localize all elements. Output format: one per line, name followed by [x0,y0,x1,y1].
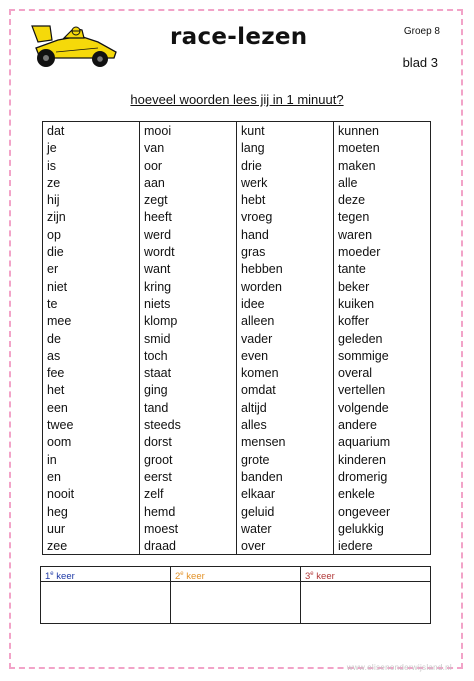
page-title: race-lezen [170,24,308,50]
attempt-word: keer [53,571,75,583]
score-attempt-label [301,567,430,582]
word-item: want [144,262,171,277]
score-entry-cell[interactable] [171,582,300,623]
word-item: over [241,539,266,554]
word-item: aquarium [338,435,391,450]
word-item: oom [47,435,72,450]
word-item: hij [47,193,60,208]
attempt-ordinal: e [50,571,54,577]
word-item: volgende [338,400,389,415]
word-item: staat [144,366,172,381]
word-item: drie [241,158,262,173]
word-item: er [47,262,59,277]
instruction-question: hoeveel woorden lees jij in 1 minuut? [130,92,344,107]
word-item: altijd [241,400,267,415]
word-item: banden [241,469,283,484]
word-item: gelukkig [338,521,384,536]
word-item: idee [241,296,265,311]
word-item: te [47,296,58,311]
score-entry-cell[interactable] [301,582,430,623]
word-item: grote [241,452,270,467]
word-item: maken [338,158,376,173]
word-item: mensen [241,435,286,450]
word-item: alles [241,418,267,433]
word-item: deze [338,193,366,208]
word-item: sommige [338,348,389,363]
word-item: moeten [338,141,380,156]
sheet-label: blad 3 [402,55,438,70]
word-item: draad [144,539,176,554]
word-item: in [47,452,57,467]
word-item: overal [338,366,373,381]
word-item: tante [338,262,366,277]
word-item: kunt [241,124,265,138]
word-table [42,121,431,555]
word-item: dromerig [338,469,388,484]
word-item: toch [144,348,168,363]
word-item: vroeg [241,210,273,225]
score-attempt-label [171,567,300,582]
attempt-number: 3 [305,571,311,583]
word-item: beker [338,279,370,294]
word-column [334,122,430,554]
footer-url: www.elisenonderwijsland.nl [346,663,452,672]
word-item: hand [241,227,269,242]
word-item: kinderen [338,452,386,467]
word-item: aan [144,175,165,190]
word-item: je [47,141,57,156]
score-column [301,567,430,623]
attempt-ordinal: e [310,571,314,577]
attempt-number: 1 [45,571,51,583]
word-item: even [241,348,269,363]
word-item: kunnen [338,124,380,138]
word-item: as [47,348,61,363]
word-item: klomp [144,314,178,329]
word-item: zegt [144,193,168,208]
attempt-ordinal: e [180,571,184,577]
word-item: komen [241,366,279,381]
word-item: het [47,383,65,398]
word-item: worden [241,279,282,294]
word-item: is [47,158,57,173]
word-item: dat [47,124,65,138]
word-item: mooi [144,124,172,138]
word-item: kuiken [338,296,375,311]
word-item: gras [241,245,266,260]
word-item: steeds [144,418,181,433]
word-item: wordt [144,245,175,260]
word-item: smid [144,331,171,346]
word-item: fee [47,366,65,381]
word-item: mee [47,314,72,329]
word-item: geleden [338,331,383,346]
word-item: alle [338,175,358,190]
word-item: omdat [241,383,276,398]
score-entry-cell[interactable] [41,582,170,623]
word-item: oor [144,158,163,173]
word-item: niets [144,296,171,311]
word-column [43,122,140,554]
score-attempt-label [41,567,170,582]
word-item: zee [47,539,68,554]
word-item: nooit [47,487,75,502]
word-item: vader [241,331,273,346]
attempt-word: keer [313,571,335,583]
word-item: heg [47,504,68,519]
word-item: vertellen [338,383,386,398]
word-item: niet [47,279,68,294]
word-item: iedere [338,539,373,554]
word-item: koffer [338,314,370,329]
word-item: ging [144,383,168,398]
word-item: zijn [47,210,66,225]
word-item: een [47,400,68,415]
word-item: tegen [338,210,370,225]
word-item: zelf [144,487,164,502]
word-item: geluid [241,504,275,519]
race-car-icon [28,20,120,70]
word-item: op [47,227,61,242]
word-column [237,122,334,554]
word-item: kring [144,279,172,294]
word-item: alleen [241,314,275,329]
word-item: eerst [144,469,172,484]
word-item: water [241,521,272,536]
score-column [41,567,171,623]
word-item: uur [47,521,66,536]
word-item: elkaar [241,487,276,502]
score-table [40,566,431,624]
word-item: twee [47,418,74,433]
word-item: waren [338,227,373,242]
word-item: hemd [144,504,176,519]
word-item: dorst [144,435,172,450]
score-column [171,567,301,623]
word-item: enkele [338,487,375,502]
word-item: groot [144,452,173,467]
word-item: de [47,331,61,346]
word-item: die [47,245,64,260]
word-item: andere [338,418,377,433]
word-item: van [144,141,165,156]
attempt-word: keer [183,571,205,583]
word-item: tand [144,400,169,415]
word-item: hebben [241,262,283,277]
word-item: moest [144,521,179,536]
word-item: ongeveer [338,504,391,519]
word-item: en [47,469,61,484]
word-item: heeft [144,210,172,225]
word-item: lang [241,141,265,156]
word-item: werk [241,175,268,190]
word-item: hebt [241,193,266,208]
word-item: werd [144,227,172,242]
group-label: Groep 8 [403,26,440,37]
word-item: ze [47,175,61,190]
word-item: moeder [338,245,381,260]
word-column [140,122,237,554]
attempt-number: 2 [175,571,181,583]
